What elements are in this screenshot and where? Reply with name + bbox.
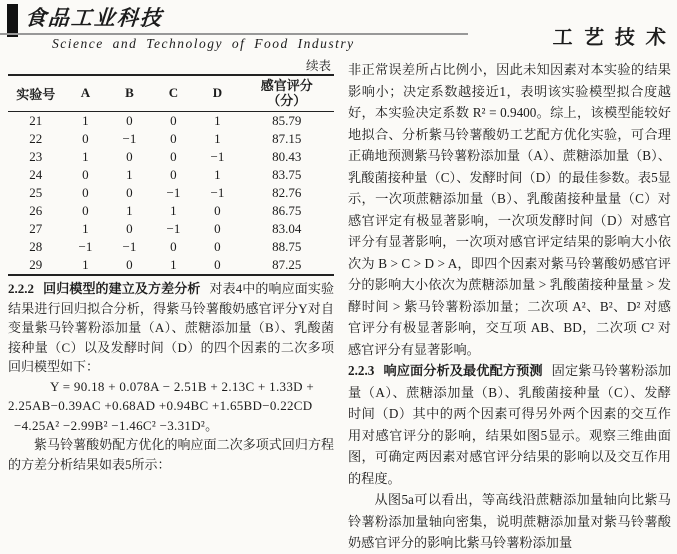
journal-logo-chinese: 食品工业科技	[22, 2, 172, 35]
cell-b: 0	[126, 149, 133, 164]
col-header-a: A	[80, 85, 91, 100]
cell-d: 0	[214, 221, 221, 236]
page-header	[0, 0, 677, 57]
cell-b: 0	[126, 113, 133, 128]
table-continued-label: 续表	[305, 59, 331, 73]
cell-score: 83.04	[272, 221, 302, 236]
section-number: 2.2.3	[348, 363, 375, 378]
table-row	[8, 130, 334, 148]
section-2-2-3-paragraph	[348, 360, 671, 489]
cell-exp-no: 25	[29, 185, 43, 200]
cell-b: 1	[126, 167, 133, 182]
cell-d: 0	[214, 203, 221, 218]
cell-b: −1	[122, 239, 137, 254]
cell-c: 1	[170, 203, 177, 218]
section-title: 响应面分析及最优配方预测	[383, 363, 543, 378]
cell-a: 1	[82, 149, 89, 164]
section-2-2-2-paragraph	[8, 279, 334, 377]
response-surface-results-table	[8, 74, 334, 276]
cell-score: 82.76	[272, 185, 302, 200]
table-row	[8, 256, 334, 275]
right-column	[348, 59, 671, 554]
column-banner: 工艺技术	[552, 27, 677, 49]
cell-d: 0	[214, 239, 221, 254]
cell-c: 1	[170, 257, 177, 272]
cell-exp-no: 29	[29, 257, 43, 272]
table-body	[8, 112, 334, 276]
cell-b: 0	[126, 185, 133, 200]
table-row	[8, 220, 334, 238]
cell-c: −1	[166, 185, 181, 200]
cell-exp-no: 26	[29, 203, 43, 218]
cell-a: 1	[82, 257, 89, 272]
table-header-row	[8, 75, 334, 112]
cell-score: 85.79	[272, 113, 302, 128]
cell-c: 0	[170, 131, 177, 146]
left-closing-paragraph: 紫马铃薯酸奶配方优化的响应面二次多项式回归方程的方差分析结果如表5所示：	[8, 437, 334, 472]
cell-score: 83.75	[272, 167, 302, 182]
equation-line-1: Y = 90.18 + 0.078A − 2.51B + 2.13C + 1.33D +	[50, 378, 314, 394]
cell-c: 0	[170, 167, 177, 182]
table-row	[8, 238, 334, 256]
cell-a: 1	[82, 113, 89, 128]
equation-line-3: −4.25A² −2.99B² −1.46C² −3.31D²。	[14, 417, 219, 433]
section-number: 2.2.2	[8, 281, 34, 296]
table-row	[8, 112, 334, 131]
figure-5a-discussion-paragraph: 从图5a可以看出，等高线沿蔗糖添加量轴向比紫马铃薯粉添加量轴向密集，说明蔗糖添加量对紫马铃薯酸奶感官评分的影响比紫马铃薯粉添加量	[348, 492, 671, 550]
cell-exp-no: 28	[29, 239, 43, 254]
cell-d: 1	[214, 167, 221, 182]
cell-a: 0	[82, 203, 89, 218]
table-row	[8, 202, 334, 220]
cell-a: 0	[82, 185, 89, 200]
cell-exp-no: 24	[29, 167, 43, 182]
cell-a: 0	[82, 131, 89, 146]
cell-exp-no: 23	[29, 149, 43, 164]
cell-d: 0	[214, 257, 221, 272]
cell-score: 87.25	[272, 257, 302, 272]
cell-c: 0	[170, 113, 177, 128]
cell-d: 1	[214, 131, 221, 146]
col-header-d: D	[212, 85, 223, 100]
cell-c: −1	[166, 221, 181, 236]
col-header-exp-no: 实验号	[16, 86, 56, 102]
left-column	[8, 59, 334, 554]
cell-b: 1	[126, 203, 133, 218]
cell-score: 86.75	[272, 203, 302, 218]
table-row	[8, 166, 334, 184]
cell-a: 0	[82, 167, 89, 182]
cell-c: 0	[170, 149, 177, 164]
cell-score: 88.75	[272, 239, 302, 254]
col-header-c: C	[168, 85, 179, 100]
col-header-score	[239, 75, 334, 112]
cell-score: 80.43	[272, 149, 302, 164]
col-header-score-line1: 感官评分	[260, 78, 313, 93]
section-body-text: 对表4中的响应面实验结果进行回归拟合分析，得紫马铃薯酸奶感官评分Y对自变量紫马铃薯粉添加量（A）、蔗糖添加量（B）、乳酸菌接种量（C）以及发酵时间（D）的四个因素的二次多项回归模型如下：	[8, 281, 334, 374]
cell-a: 1	[82, 221, 89, 236]
cell-b: 0	[126, 221, 133, 236]
cell-c: 0	[170, 239, 177, 254]
section-title: 回归模型的建立及方差分析	[43, 281, 201, 296]
cell-b: −1	[122, 131, 137, 146]
col-header-b: B	[125, 85, 134, 100]
cell-exp-no: 22	[29, 131, 43, 146]
col-header-score-line2: （分）	[267, 93, 307, 108]
cell-d: −1	[210, 149, 225, 164]
table-row	[8, 184, 334, 202]
cell-exp-no: 27	[29, 221, 43, 236]
cell-score: 87.15	[272, 131, 302, 146]
cell-d: −1	[210, 185, 225, 200]
header-divider-rule	[0, 33, 468, 35]
cell-a: −1	[78, 239, 93, 254]
equation-line-2: 2.25AB−0.39AC +0.68AD +0.94BC +1.65BD−0.22CD	[8, 398, 313, 413]
two-column-body	[0, 57, 677, 554]
cell-exp-no: 21	[29, 113, 43, 128]
journal-name-english: Science and Technology of Food Industry	[52, 36, 355, 51]
table-row	[8, 148, 334, 166]
table-header	[8, 75, 334, 112]
cell-b: 0	[126, 257, 133, 272]
cell-d: 1	[214, 113, 221, 128]
model-fit-paragraph: 非正常误差所占比例小，因此未知因素对本实验的结果影响小；决定系数越接近1，表明该实验模型拟合度越好，本实验决定系数 R² = 0.9400。综上，该模型能较好地拟合、分析紫马铃薯酸奶工艺配方优化实验，可合理正确地预测紫马铃薯粉添加量（A）、蔗糖添加量（B）、乳酸菌接种量（C）、发酵时间（D）的最佳参数。表5显示，一次项蔗糖添加量（B）、乳酸菌接种量量（C）对感官评定有极显著影响，一次项发酵时间（D）对感官评分有显著影响，一次项对感官评定结果的影响大小依次为 B > C > D > A，即四个因素对紫马铃薯酸奶感官评分的影响大小依次为蔗糖添加量 > 乳酸菌接种量量 > 发酵时间 > 紫马铃薯粉添加量；二次项 A²、B²、D² 对感官评分有极显著影响，交互项 AB、BD，二次项 C² 对感官评分有显著影响。	[348, 62, 671, 357]
regression-equation	[8, 377, 334, 436]
section-body-text: 固定紫马铃薯粉添加量（A）、蔗糖添加量（B）、乳酸菌接种量（C）、发酵时间（D）其中的两个因素可得另外两个因素的交互作用对感官评分的影响，结果如图5显示。观察三维曲面图，可确定两因素对感官评分结果的影响以及交互作用的程度。	[348, 363, 672, 486]
